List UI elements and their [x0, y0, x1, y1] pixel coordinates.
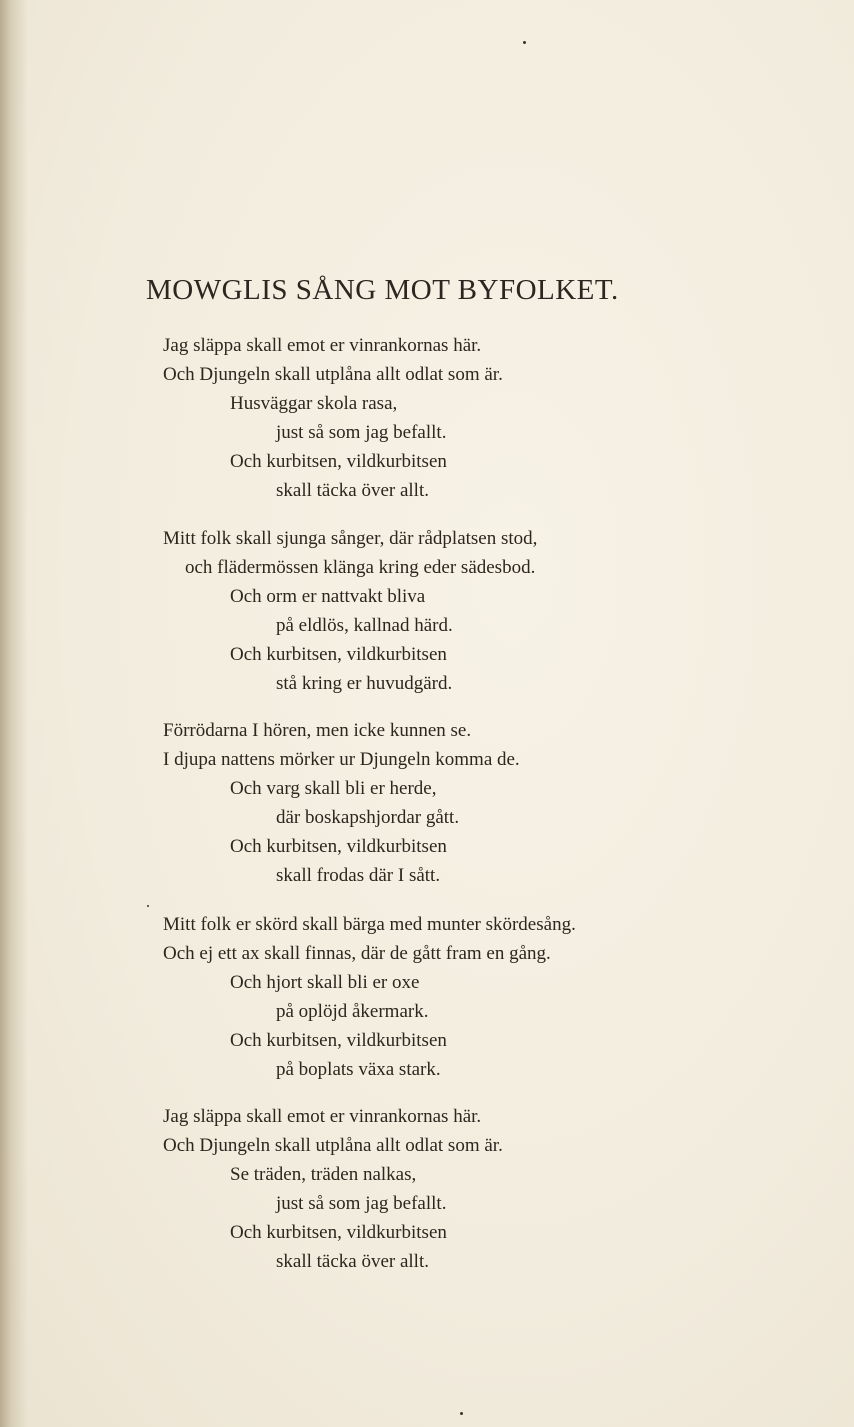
poem-line: just så som jag befallt. [276, 422, 447, 443]
poem-line: Jag släppa skall emot er vinrankornas här. [163, 335, 482, 356]
poem-line: Och hjort skall bli er oxe [230, 972, 420, 993]
poem-line: Mitt folk skall sjunga sånger, där rådplatsen stod, [163, 528, 538, 549]
ink-speck [523, 41, 526, 44]
poem-line: Och kurbitsen, vildkurbitsen [230, 1222, 447, 1243]
poem-line: och flädermössen klänga kring eder sädesbod. [185, 557, 536, 578]
page-gutter-shadow [0, 0, 28, 1427]
poem-line: Och Djungeln skall utplåna allt odlat som är. [163, 364, 503, 385]
poem-line: Husväggar skola rasa, [230, 393, 398, 414]
poem-line: Se träden, träden nalkas, [230, 1164, 417, 1185]
poem-line: just så som jag befallt. [276, 1193, 447, 1214]
poem-line: Och Djungeln skall utplåna allt odlat som är. [163, 1135, 503, 1156]
poem-line: på boplats växa stark. [276, 1059, 441, 1080]
poem-line: där boskapshjordar gått. [276, 807, 460, 828]
poem-line: Och varg skall bli er herde, [230, 778, 437, 799]
poem-line: Och kurbitsen, vildkurbitsen [230, 644, 447, 665]
poem-line: skall täcka över allt. [276, 480, 429, 501]
ink-speck [460, 1412, 463, 1415]
poem-line: Mitt folk er skörd skall bärga med munter skördesång. [163, 914, 576, 935]
poem-line: Och kurbitsen, vildkurbitsen [230, 451, 447, 472]
poem-line: stå kring er huvudgärd. [276, 673, 453, 694]
poem-line: Och ej ett ax skall finnas, där de gått fram en gång. [163, 943, 551, 964]
ink-speck [147, 905, 149, 907]
poem-line: Och kurbitsen, vildkurbitsen [230, 1030, 447, 1051]
poem-line: I djupa nattens mörker ur Djungeln komma de. [163, 749, 520, 770]
poem-line: Jag släppa skall emot er vinrankornas här. [163, 1106, 482, 1127]
poem-line: på eldlös, kallnad härd. [276, 615, 453, 636]
poem-line: Förrödarna I hören, men icke kunnen se. [163, 720, 472, 741]
poem-line: Och orm er nattvakt bliva [230, 586, 426, 607]
poem-line: Och kurbitsen, vildkurbitsen [230, 836, 447, 857]
poem-title: MOWGLIS SÅNG MOT BYFOLKET. [146, 274, 619, 306]
poem-line: på oplöjd åkermark. [276, 1001, 429, 1022]
poem-line: skall täcka över allt. [276, 1251, 429, 1272]
poem-line: skall frodas där I sått. [276, 865, 441, 886]
